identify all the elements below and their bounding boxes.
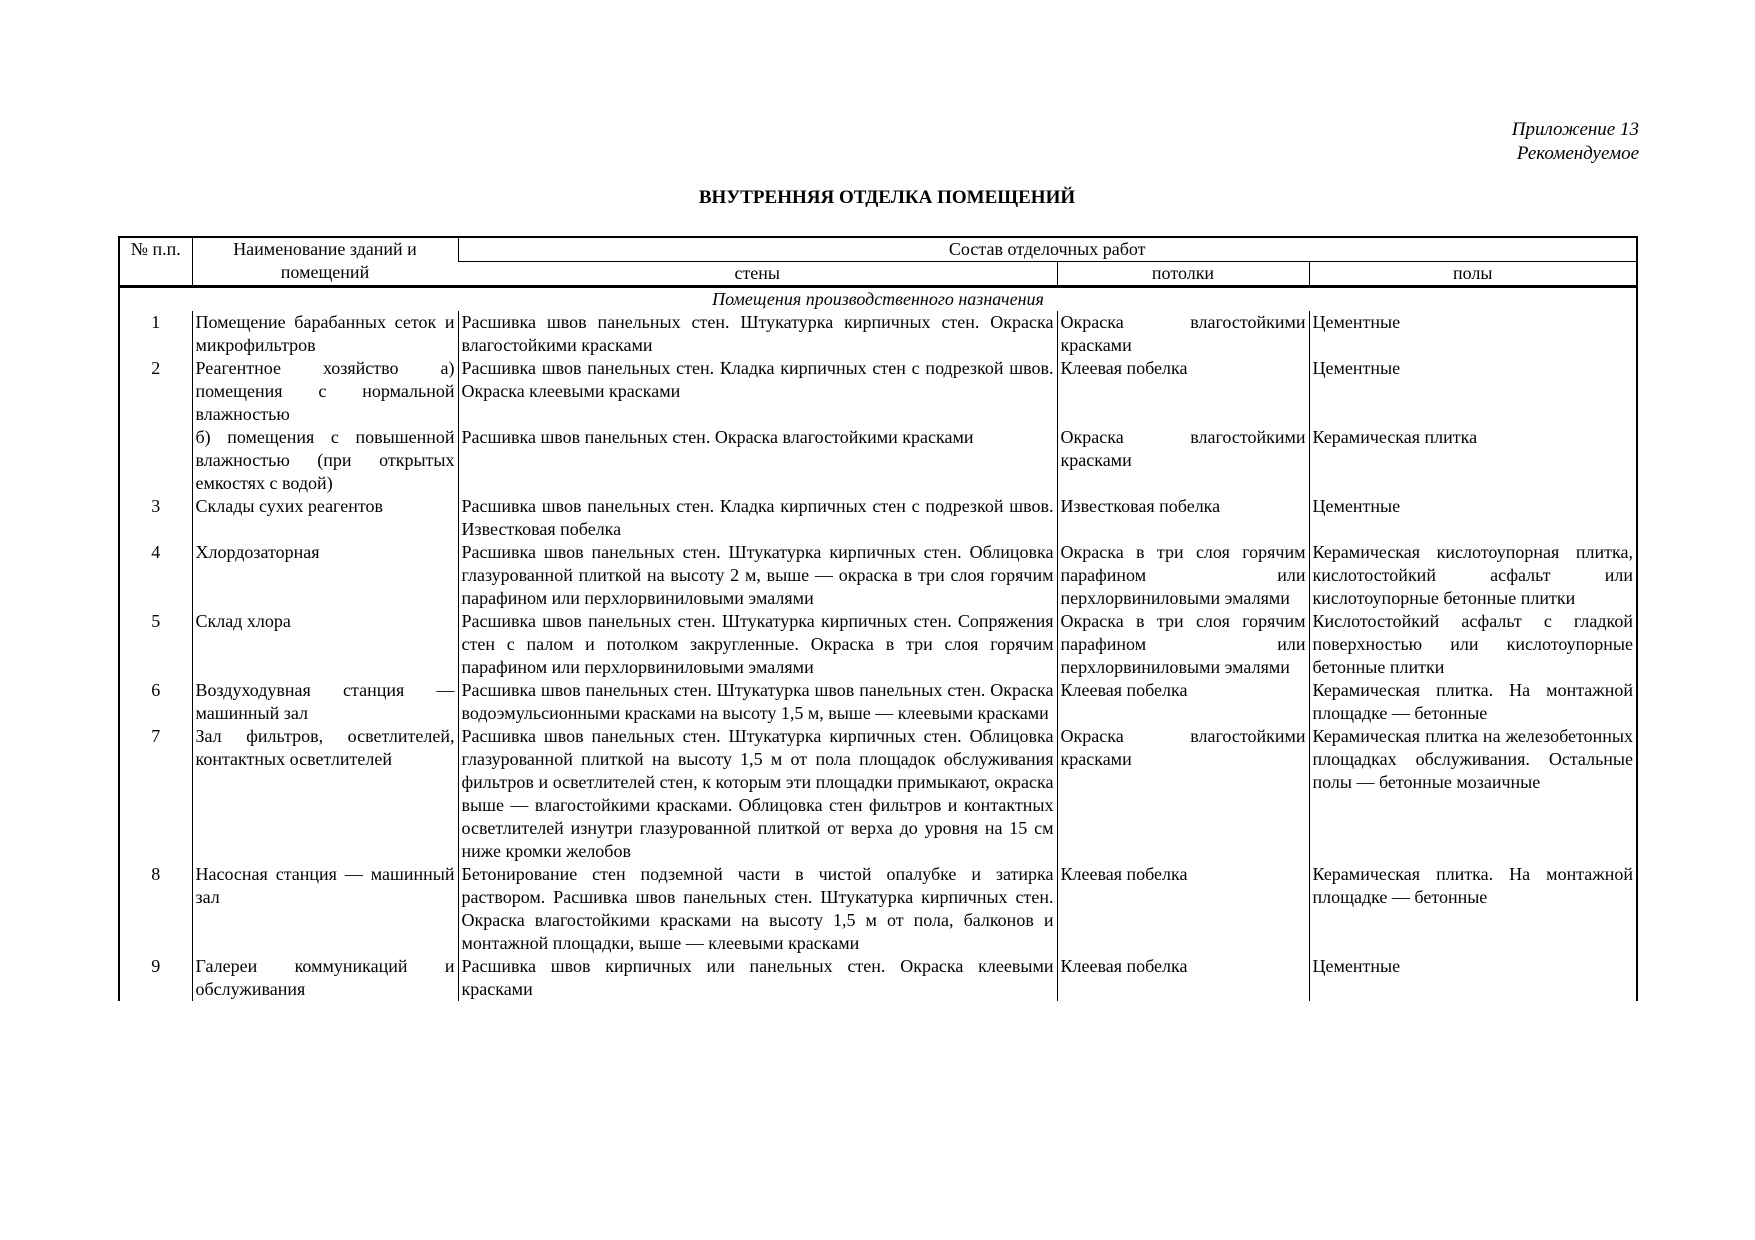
row-floors: Керамическая плитка: [1309, 426, 1637, 495]
table-row: [119, 495, 1637, 541]
table-row: [119, 725, 1637, 863]
table-row: [119, 311, 1637, 357]
row-walls: Расшивка швов панельных стен. Окраска влагостойкими красками: [458, 426, 1057, 495]
row-ceilings: Клеевая побелка: [1057, 679, 1309, 725]
row-name: Воздуходувная станция — машинный зал: [192, 679, 458, 725]
appendix-header: [1512, 118, 1639, 166]
row-floors: Керамическая плитка на железобетонных площадках обслуживания. Остальные полы — бетонные мозаичные: [1309, 725, 1637, 863]
row-name: Склады сухих реагентов: [192, 495, 458, 541]
table-row: [119, 863, 1637, 955]
appendix-status: Рекомендуемое: [1516, 143, 1639, 164]
header-number: № п.п.: [119, 237, 192, 287]
row-ceilings: Окраска влагостойкими красками: [1057, 311, 1309, 357]
table-row: [119, 357, 1637, 426]
table-row: [119, 541, 1637, 610]
row-ceilings: Известковая побелка: [1057, 495, 1309, 541]
row-ceilings: Клеевая побелка: [1057, 357, 1309, 426]
row-name: Зал фильтров, осветлителей, контактных осветлителей: [192, 725, 458, 863]
row-name: Помещение барабанных сеток и микрофильтров: [192, 311, 458, 357]
row-name: б) помещения с повышенной влажностью (при открытых емкостях с водой): [192, 426, 458, 495]
row-ceilings: Окраска влагостойкими красками: [1057, 426, 1309, 495]
header-floors: полы: [1309, 262, 1637, 287]
row-walls: Расшивка швов панельных стен. Штукатурка кирпичных стен. Окраска влагостойкими красками: [458, 311, 1057, 357]
row-walls: Расшивка швов панельных стен. Штукатурка кирпичных стен. Облицовка глазурованной плиткой на высоту 1,5 м от пола площадок обслуживания фильтров и осветлителей стен, к которым эти площадки примыкают, окраска выше — влагостойкими красками. Облицовка стен фильтров и контактных осветлителей изнутри глазурованной плиткой от верха до уровня на 15 см ниже кромки желобов: [458, 725, 1057, 863]
row-walls: Расшивка швов кирпичных или панельных стен. Окраска клеевыми красками: [458, 955, 1057, 1001]
row-floors: Кислотостойкий асфальт с гладкой поверхностью или кислотоупорные бетонные плитки: [1309, 610, 1637, 679]
row-floors: Цементные: [1309, 955, 1637, 1001]
row-walls: Расшивка швов панельных стен. Кладка кирпичных стен с подрезкой швов. Известковая побелка: [458, 495, 1057, 541]
row-floors: Керамическая кислотоупорная плитка, кислотостойкий асфальт или кислотоупорные бетонные плитки: [1309, 541, 1637, 610]
row-ceilings: Клеевая побелка: [1057, 863, 1309, 955]
row-name: Галереи коммуникаций и обслуживания: [192, 955, 458, 1001]
row-walls: Расшивка швов панельных стен. Штукатурка швов панельных стен. Окраска водоэмульсионными красками на высоту 1,5 м, выше — клеевыми красками: [458, 679, 1057, 725]
finishing-table: [118, 236, 1638, 1001]
row-number: 7: [151, 726, 161, 746]
row-number: 4: [151, 542, 161, 562]
row-walls: Расшивка швов панельных стен. Штукатурка кирпичных стен. Облицовка глазурованной плиткой на высоту 2 м, выше — окраска в три слоя горячим парафином или перхлорвиниловыми эмалями: [458, 541, 1057, 610]
row-walls: Расшивка швов панельных стен. Кладка кирпичных стен с подрезкой швов. Окраска клеевыми красками: [458, 357, 1057, 426]
row-number: 9: [151, 956, 161, 976]
page-title: ВНУТРЕННЯЯ ОТДЕЛКА ПОМЕЩЕНИЙ: [698, 187, 1076, 208]
row-number: 2: [151, 358, 161, 378]
header-name: Наименование зданий и помещений: [192, 237, 458, 287]
row-number: 3: [151, 496, 161, 516]
row-ceilings: Окраска влагостойкими красками: [1057, 725, 1309, 863]
row-name: Насосная станция — машинный зал: [192, 863, 458, 955]
row-name: Склад хлора: [192, 610, 458, 679]
row-ceilings: Окраска в три слоя горячим парафином или перхлорвиниловыми эмалями: [1057, 610, 1309, 679]
row-ceilings: Клеевая побелка: [1057, 955, 1309, 1001]
header-group: Состав отделочных работ: [458, 237, 1637, 262]
header-ceilings: потолки: [1057, 262, 1309, 287]
row-number: 5: [151, 611, 161, 631]
table-row: [119, 955, 1637, 1001]
row-name: Реагентное хозяйство а) помещения с нормальной влажностью: [192, 357, 458, 426]
row-name: Хлордозаторная: [192, 541, 458, 610]
row-walls: Расшивка швов панельных стен. Штукатурка кирпичных стен. Сопряжения стен с палом и потолком закругленные. Окраска в три слоя горячим парафином или перхлорвиниловыми эмалями: [458, 610, 1057, 679]
row-number: 1: [151, 312, 161, 332]
table-row: [119, 610, 1637, 679]
row-number: 6: [151, 680, 161, 700]
row-number: [119, 426, 192, 495]
section-title: Помещения производственного назначения: [712, 289, 1044, 309]
appendix-number: Приложение 13: [1511, 119, 1639, 140]
header-walls: стены: [458, 262, 1057, 287]
row-number: 8: [151, 864, 161, 884]
row-floors: Цементные: [1309, 495, 1637, 541]
row-floors: Керамическая плитка. На монтажной площадке — бетонные: [1309, 679, 1637, 725]
table-row: [119, 426, 1637, 495]
row-floors: Цементные: [1309, 311, 1637, 357]
row-ceilings: Окраска в три слоя горячим парафином или перхлорвиниловыми эмалями: [1057, 541, 1309, 610]
row-floors: Керамическая плитка. На монтажной площадке — бетонные: [1309, 863, 1637, 955]
row-walls: Бетонирование стен подземной части в чистой опалубке и затирка раствором. Расшивка швов панельных стен. Штукатурка кирпичных стен. Окраска влагостойкими красками на высоту 1,5 м от пола, балконов и монтажной площадки, выше — клеевыми красками: [458, 863, 1057, 955]
row-floors: Цементные: [1309, 357, 1637, 426]
table-row: [119, 679, 1637, 725]
